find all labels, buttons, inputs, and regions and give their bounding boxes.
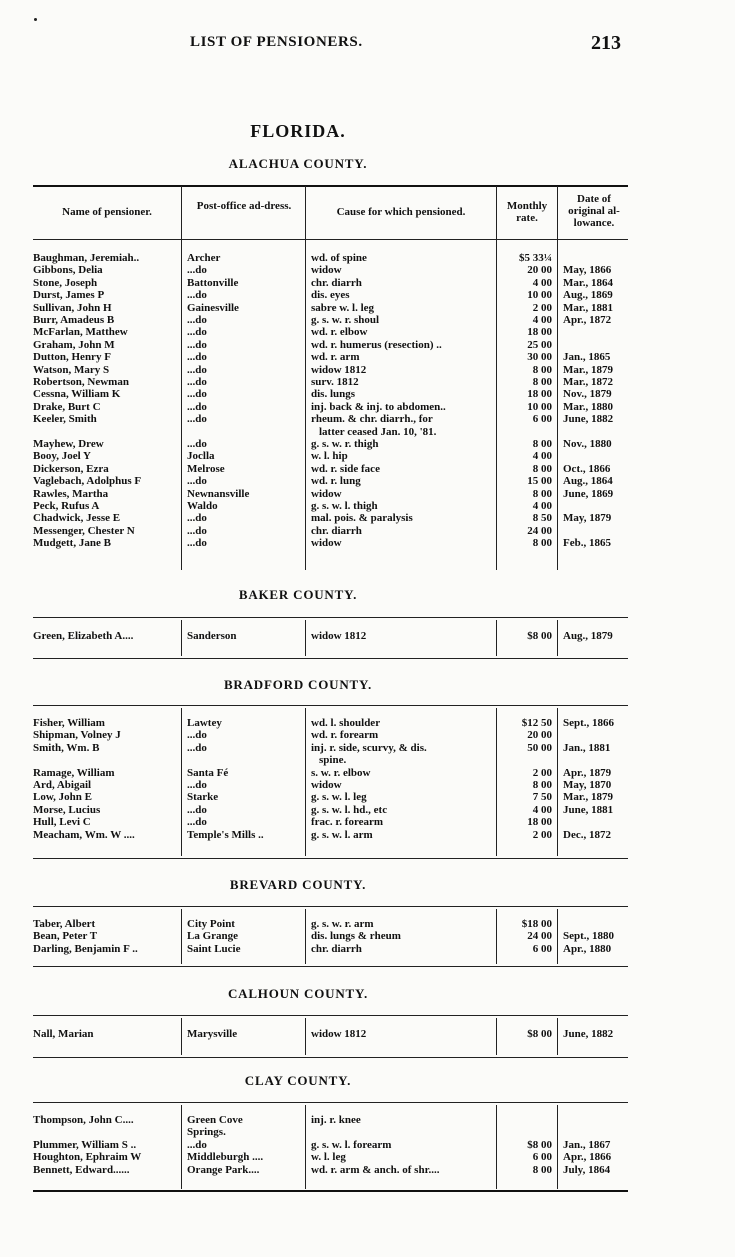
date-cell: Dec., 1872 (563, 828, 611, 841)
rule (33, 1015, 628, 1016)
county-title: BAKER COUNTY. (238, 587, 358, 602)
name-cell: Gibbons, Delia (33, 264, 103, 277)
cause-cell: w. l. leg (311, 1151, 346, 1164)
table-row (0, 804, 735, 816)
name-cell: Dutton, Henry F (33, 351, 111, 364)
post-office-cell: Waldo (187, 500, 218, 512)
rate-cell: 8 00 (532, 376, 552, 388)
cause-cell: wd. r. lung (311, 475, 361, 488)
cause-cell: surv. 1812 (311, 376, 359, 388)
date-cell: May, 1879 (563, 512, 612, 525)
rate-cell: 18 00 (527, 326, 552, 339)
date-cell: Mar., 1872 (563, 376, 614, 388)
cause-cell: wd. r. humerus (resection) .. (311, 338, 442, 351)
table-row (0, 930, 735, 942)
post-office-cell: ...do (187, 537, 207, 550)
table-row (0, 512, 735, 524)
rate-cell: 18 00 (527, 816, 552, 829)
rate-cell: 8 00 (532, 487, 552, 500)
post-office-cell: ...do (187, 475, 207, 488)
table-row (0, 413, 735, 425)
date-cell: Apr., 1879 (563, 766, 612, 779)
name-cell: Thompson, John C.... (33, 1114, 134, 1126)
table-row (0, 314, 735, 326)
post-office-cell: Newnansville (187, 487, 250, 500)
name-cell: Vaglebach, Adolphus F (33, 475, 142, 488)
date-cell: June, 1882 (563, 1028, 614, 1040)
cause-cell: wd. r. arm (311, 351, 360, 364)
cause-cell: g. s. w. r. arm (311, 918, 374, 930)
date-cell: May, 1870 (563, 779, 612, 791)
county-title: CLAY COUNTY. (244, 1073, 352, 1088)
post-office-cell: ...do (187, 351, 207, 364)
date-cell: June, 1881 (563, 803, 614, 816)
table-row (0, 500, 735, 512)
cause-cell: wd. r. elbow (311, 326, 368, 339)
name-cell: Plummer, William S .. (33, 1138, 137, 1151)
rate-cell: 2 00 (532, 828, 552, 841)
date-cell: Aug., 1879 (563, 630, 613, 642)
cause-cell: chr. diarrh (311, 524, 362, 537)
table-row (0, 277, 735, 289)
table-row (0, 1164, 735, 1176)
table-row (0, 289, 735, 301)
rate-cell: 20 00 (527, 729, 552, 742)
rate-cell: 4 00 (532, 803, 552, 816)
cause-cell: g. s. w. l. thigh (311, 500, 378, 512)
name-cell: Bean, Peter T (33, 930, 98, 943)
name-cell: McFarlan, Matthew (33, 326, 128, 339)
date-cell: Feb., 1865 (563, 537, 611, 550)
post-office-cell: Springs. (187, 1126, 226, 1139)
county-title: BRADFORD COUNTY. (223, 677, 373, 692)
rule (33, 617, 628, 618)
name-cell: Robertson, Newman (33, 376, 129, 388)
table-row (0, 537, 735, 549)
cause-cell: rheum. & chr. diarrh., for (311, 413, 433, 426)
header-date: Date of original al-lowance. (568, 193, 620, 229)
table-row (0, 754, 735, 766)
state-title: FLORIDA. (250, 121, 346, 141)
post-office-cell: Saint Lucie (187, 942, 241, 955)
name-cell: Ard, Abigail (33, 779, 92, 791)
header-name: Name of pensioner. (62, 206, 152, 218)
table-row (0, 816, 735, 828)
cause-cell: widow 1812 (311, 363, 367, 376)
post-office-cell: Temple's Mills .. (187, 828, 264, 841)
date-cell: Apr., 1872 (563, 314, 612, 326)
rule (33, 966, 628, 967)
rate-cell: 30 00 (527, 351, 552, 364)
table-row (0, 630, 735, 642)
cause-cell: g. s. w. l. arm (311, 828, 373, 841)
county-title: BREVARD COUNTY. (229, 877, 367, 892)
date-cell: Mar., 1879 (563, 363, 614, 376)
table-row (0, 918, 735, 930)
table-row (0, 829, 735, 841)
date-cell: Mar., 1864 (563, 276, 614, 289)
name-cell: Smith, Wm. B (33, 741, 100, 754)
table-row (0, 388, 735, 400)
cause-cell: widow 1812 (311, 1028, 367, 1040)
name-cell: Houghton, Ephraim W (33, 1151, 142, 1164)
post-office-cell: ...do (187, 326, 207, 339)
post-office-cell: Lawtey (187, 717, 222, 729)
post-office-cell: Green Cove (187, 1114, 243, 1126)
cause-cell: dis. lungs & rheum (311, 930, 401, 943)
table-row (0, 450, 735, 462)
name-cell: Messenger, Chester N (33, 524, 135, 537)
name-cell: Ramage, William (33, 766, 115, 779)
date-cell: June, 1882 (563, 413, 614, 426)
table-row (0, 339, 735, 351)
table-row (0, 438, 735, 450)
post-office-cell: ...do (187, 376, 207, 388)
table-row (0, 1126, 735, 1138)
rate-cell: 8 00 (532, 779, 552, 791)
post-office-cell: ...do (187, 264, 207, 277)
rate-cell: 8 00 (532, 462, 552, 475)
name-cell: Taber, Albert (33, 918, 96, 930)
post-office-cell: Marysville (187, 1028, 238, 1040)
table-row (0, 364, 735, 376)
table-row (0, 264, 735, 276)
rate-cell: $12 50 (521, 717, 552, 729)
date-cell: Oct., 1866 (563, 462, 611, 475)
table-row (0, 1114, 735, 1126)
table-row (0, 525, 735, 537)
post-office-cell: ...do (187, 779, 207, 791)
post-office-cell: La Grange (187, 930, 239, 943)
rule (33, 185, 628, 187)
date-cell: Aug., 1869 (563, 289, 613, 302)
name-cell: Bennett, Edward...... (33, 1163, 130, 1176)
cause-cell: wd. r. arm & anch. of shr.... (311, 1163, 440, 1176)
rule (33, 1102, 628, 1103)
name-cell: Graham, John M (33, 338, 115, 351)
name-cell: Hull, Levi C (33, 816, 91, 829)
cause-cell: g. s. w. l. leg (311, 791, 367, 804)
rate-cell: 4 00 (532, 500, 552, 512)
rate-cell: 8 50 (532, 512, 552, 525)
post-office-cell: ...do (187, 438, 207, 450)
rule (33, 705, 628, 706)
post-office-cell: ...do (187, 524, 207, 537)
post-office-cell: Gainesville (187, 301, 239, 314)
header-post-office: Post-office ad-dress. (196, 200, 292, 212)
name-cell: Rawles, Martha (33, 487, 109, 500)
rate-cell: $8 00 (527, 1028, 552, 1040)
rate-cell: $8 00 (527, 630, 552, 642)
county-title: ALACHUA COUNTY. (228, 156, 368, 171)
table-row (0, 791, 735, 803)
post-office-cell: Starke (187, 791, 219, 804)
rate-cell: 6 00 (532, 942, 552, 955)
date-cell: Nov., 1879 (563, 388, 612, 401)
table-row (0, 1139, 735, 1151)
post-office-cell: ...do (187, 289, 207, 302)
name-cell: Cessna, William K (33, 388, 121, 401)
name-cell: Morse, Lucius (33, 803, 101, 816)
table-row (0, 351, 735, 363)
table-row (0, 401, 735, 413)
date-cell: Mar., 1880 (563, 400, 614, 413)
rule (33, 858, 628, 859)
name-cell: Green, Elizabeth A.... (33, 630, 134, 642)
name-cell: Keeler, Smith (33, 413, 97, 426)
date-cell: Jan., 1881 (563, 741, 611, 754)
table-row (0, 426, 735, 438)
post-office-cell: Archer (187, 252, 221, 264)
name-cell: Darling, Benjamin F .. (33, 942, 138, 955)
rate-cell: 4 00 (532, 276, 552, 289)
rate-cell: $18 00 (521, 918, 552, 930)
date-cell: Jan., 1867 (563, 1138, 611, 1151)
cause-cell: inj. back & inj. to abdomen.. (311, 400, 446, 413)
name-cell: Mayhew, Drew (33, 438, 104, 450)
name-cell: Shipman, Volney J (33, 729, 121, 742)
name-cell: Drake, Burt C (33, 400, 101, 413)
cause-cell: wd. r. forearm (311, 729, 379, 742)
rate-cell: 18 00 (527, 388, 552, 401)
date-cell: June, 1869 (563, 487, 614, 500)
cause-cell: widow 1812 (311, 630, 367, 642)
post-office-cell: Sanderson (187, 630, 237, 642)
cause-cell: frac. r. forearm (311, 816, 384, 829)
name-cell: Low, John E (33, 791, 92, 804)
table-row (0, 376, 735, 388)
rate-cell: 24 00 (527, 930, 552, 943)
table-row (0, 742, 735, 754)
name-cell: Chadwick, Jesse E (33, 512, 121, 525)
cause-cell: widow (311, 264, 342, 277)
post-office-cell: ...do (187, 413, 207, 426)
table-row (0, 767, 735, 779)
name-cell: Mudgett, Jane B (33, 537, 111, 550)
cause-cell: wd. of spine (311, 252, 367, 264)
post-office-cell: ...do (187, 512, 207, 525)
rate-cell: 6 00 (532, 413, 552, 426)
rate-cell: 25 00 (527, 338, 552, 351)
table-row (0, 475, 735, 487)
rule (33, 906, 628, 907)
date-cell: Aug., 1864 (563, 475, 613, 488)
rate-cell: 2 00 (532, 766, 552, 779)
cause-cell: latter ceased Jan. 10, '81. (319, 425, 437, 438)
post-office-cell: Santa Fé (187, 766, 229, 779)
rate-cell: 10 00 (527, 289, 552, 302)
cause-cell: g. s. w. l. hd., etc (311, 803, 388, 816)
cause-cell: widow (311, 487, 342, 500)
name-cell: Burr, Amadeus B (33, 314, 115, 326)
name-cell: Dickerson, Ezra (33, 462, 109, 475)
post-office-cell: ...do (187, 388, 207, 401)
rate-cell: 15 00 (527, 475, 552, 488)
post-office-cell: ...do (187, 741, 207, 754)
date-cell: Nov., 1880 (563, 438, 612, 450)
rule (33, 1190, 628, 1192)
post-office-cell: ...do (187, 338, 207, 351)
rate-cell: $5 33¼ (519, 252, 552, 264)
post-office-cell: ...do (187, 816, 207, 829)
rate-cell: 7 50 (532, 791, 552, 804)
rule (33, 1057, 628, 1058)
cause-cell: chr. diarrh (311, 942, 362, 955)
name-cell: Booy, Joel Y (33, 450, 91, 463)
cause-cell: widow (311, 779, 342, 791)
date-cell: July, 1864 (563, 1163, 611, 1176)
name-cell: Baughman, Jeremiah.. (33, 252, 140, 264)
table-row (0, 302, 735, 314)
post-office-cell: ...do (187, 314, 207, 326)
name-cell: Durst, James P (33, 289, 105, 302)
name-cell: Nall, Marian (33, 1028, 94, 1040)
speck (34, 18, 37, 21)
date-cell: Apr., 1866 (563, 1151, 612, 1164)
header-rate: Monthly rate. (506, 200, 548, 224)
cause-cell: inj. r. side, scurvy, & dis. (311, 741, 427, 754)
name-cell: Meacham, Wm. W .... (33, 828, 135, 841)
name-cell: Fisher, William (33, 717, 105, 729)
table-row (0, 463, 735, 475)
cause-cell: s. w. r. elbow (311, 766, 371, 779)
page-number: 213 (591, 32, 621, 54)
post-office-cell: ...do (187, 400, 207, 413)
post-office-cell: ...do (187, 363, 207, 376)
table-row (0, 1028, 735, 1040)
cause-cell: chr. diarrh (311, 276, 362, 289)
rate-cell: 8 00 (532, 363, 552, 376)
date-cell: Jan., 1865 (563, 351, 611, 364)
name-cell: Peck, Rufus A (33, 500, 100, 512)
name-cell: Stone, Joseph (33, 276, 98, 289)
rate-cell: 24 00 (527, 524, 552, 537)
cause-cell: dis. lungs (311, 388, 356, 401)
date-cell: Sept., 1880 (563, 930, 615, 943)
post-office-cell: Battonville (187, 276, 239, 289)
rate-cell: 20 00 (527, 264, 552, 277)
name-cell: Watson, Mary S (33, 363, 110, 376)
table-row (0, 779, 735, 791)
post-office-cell: Melrose (187, 462, 225, 475)
post-office-cell: Orange Park.... (187, 1163, 260, 1176)
running-head: LIST OF PENSIONERS. (190, 34, 363, 50)
rate-cell: $8 00 (527, 1138, 552, 1151)
county-title: CALHOUN COUNTY. (227, 986, 369, 1001)
post-office-cell: Joclla (187, 450, 215, 463)
post-office-cell: ...do (187, 729, 207, 742)
rate-cell: 4 00 (532, 314, 552, 326)
rate-cell: 2 00 (532, 301, 552, 314)
name-cell: Sullivan, John H (33, 301, 112, 314)
rate-cell: 4 00 (532, 450, 552, 463)
date-cell: Apr., 1880 (563, 942, 612, 955)
rate-cell: 6 00 (532, 1151, 552, 1164)
date-cell: Sept., 1866 (563, 717, 615, 729)
cause-cell: g. s. w. l. forearm (311, 1138, 392, 1151)
cause-cell: wd. l. shoulder (311, 717, 381, 729)
cause-cell: widow (311, 537, 342, 550)
date-cell: Mar., 1879 (563, 791, 614, 804)
cause-cell: spine. (319, 754, 347, 767)
cause-cell: dis. eyes (311, 289, 350, 302)
post-office-cell: City Point (187, 918, 235, 930)
post-office-cell: Middleburgh .... (187, 1151, 264, 1164)
table-row (0, 252, 735, 264)
rate-cell: 8 00 (532, 438, 552, 450)
table-row (0, 326, 735, 338)
table-row (0, 729, 735, 741)
table-row (0, 488, 735, 500)
date-cell: Mar., 1881 (563, 301, 614, 314)
table-row (0, 1151, 735, 1163)
post-office-cell: ...do (187, 803, 207, 816)
cause-cell: w. l. hip (311, 450, 348, 463)
rate-cell: 50 00 (527, 741, 552, 754)
rate-cell: 8 00 (532, 1163, 552, 1176)
cause-cell: inj. r. knee (311, 1114, 361, 1126)
rate-cell: 10 00 (527, 400, 552, 413)
cause-cell: g. s. w. r. thigh (311, 438, 379, 450)
date-cell: May, 1866 (563, 264, 612, 277)
cause-cell: g. s. w. r. shoul (311, 314, 380, 326)
table-row (0, 717, 735, 729)
cause-cell: sabre w. l. leg (311, 301, 375, 314)
cause-cell: mal. pois. & paralysis (311, 512, 413, 525)
rule (33, 658, 628, 659)
rate-cell: 8 00 (532, 537, 552, 550)
cause-cell: wd. r. side face (311, 462, 380, 475)
header-cause: Cause for which pensioned. (336, 206, 466, 218)
post-office-cell: ...do (187, 1138, 207, 1151)
rule (33, 239, 628, 240)
table-row (0, 943, 735, 955)
